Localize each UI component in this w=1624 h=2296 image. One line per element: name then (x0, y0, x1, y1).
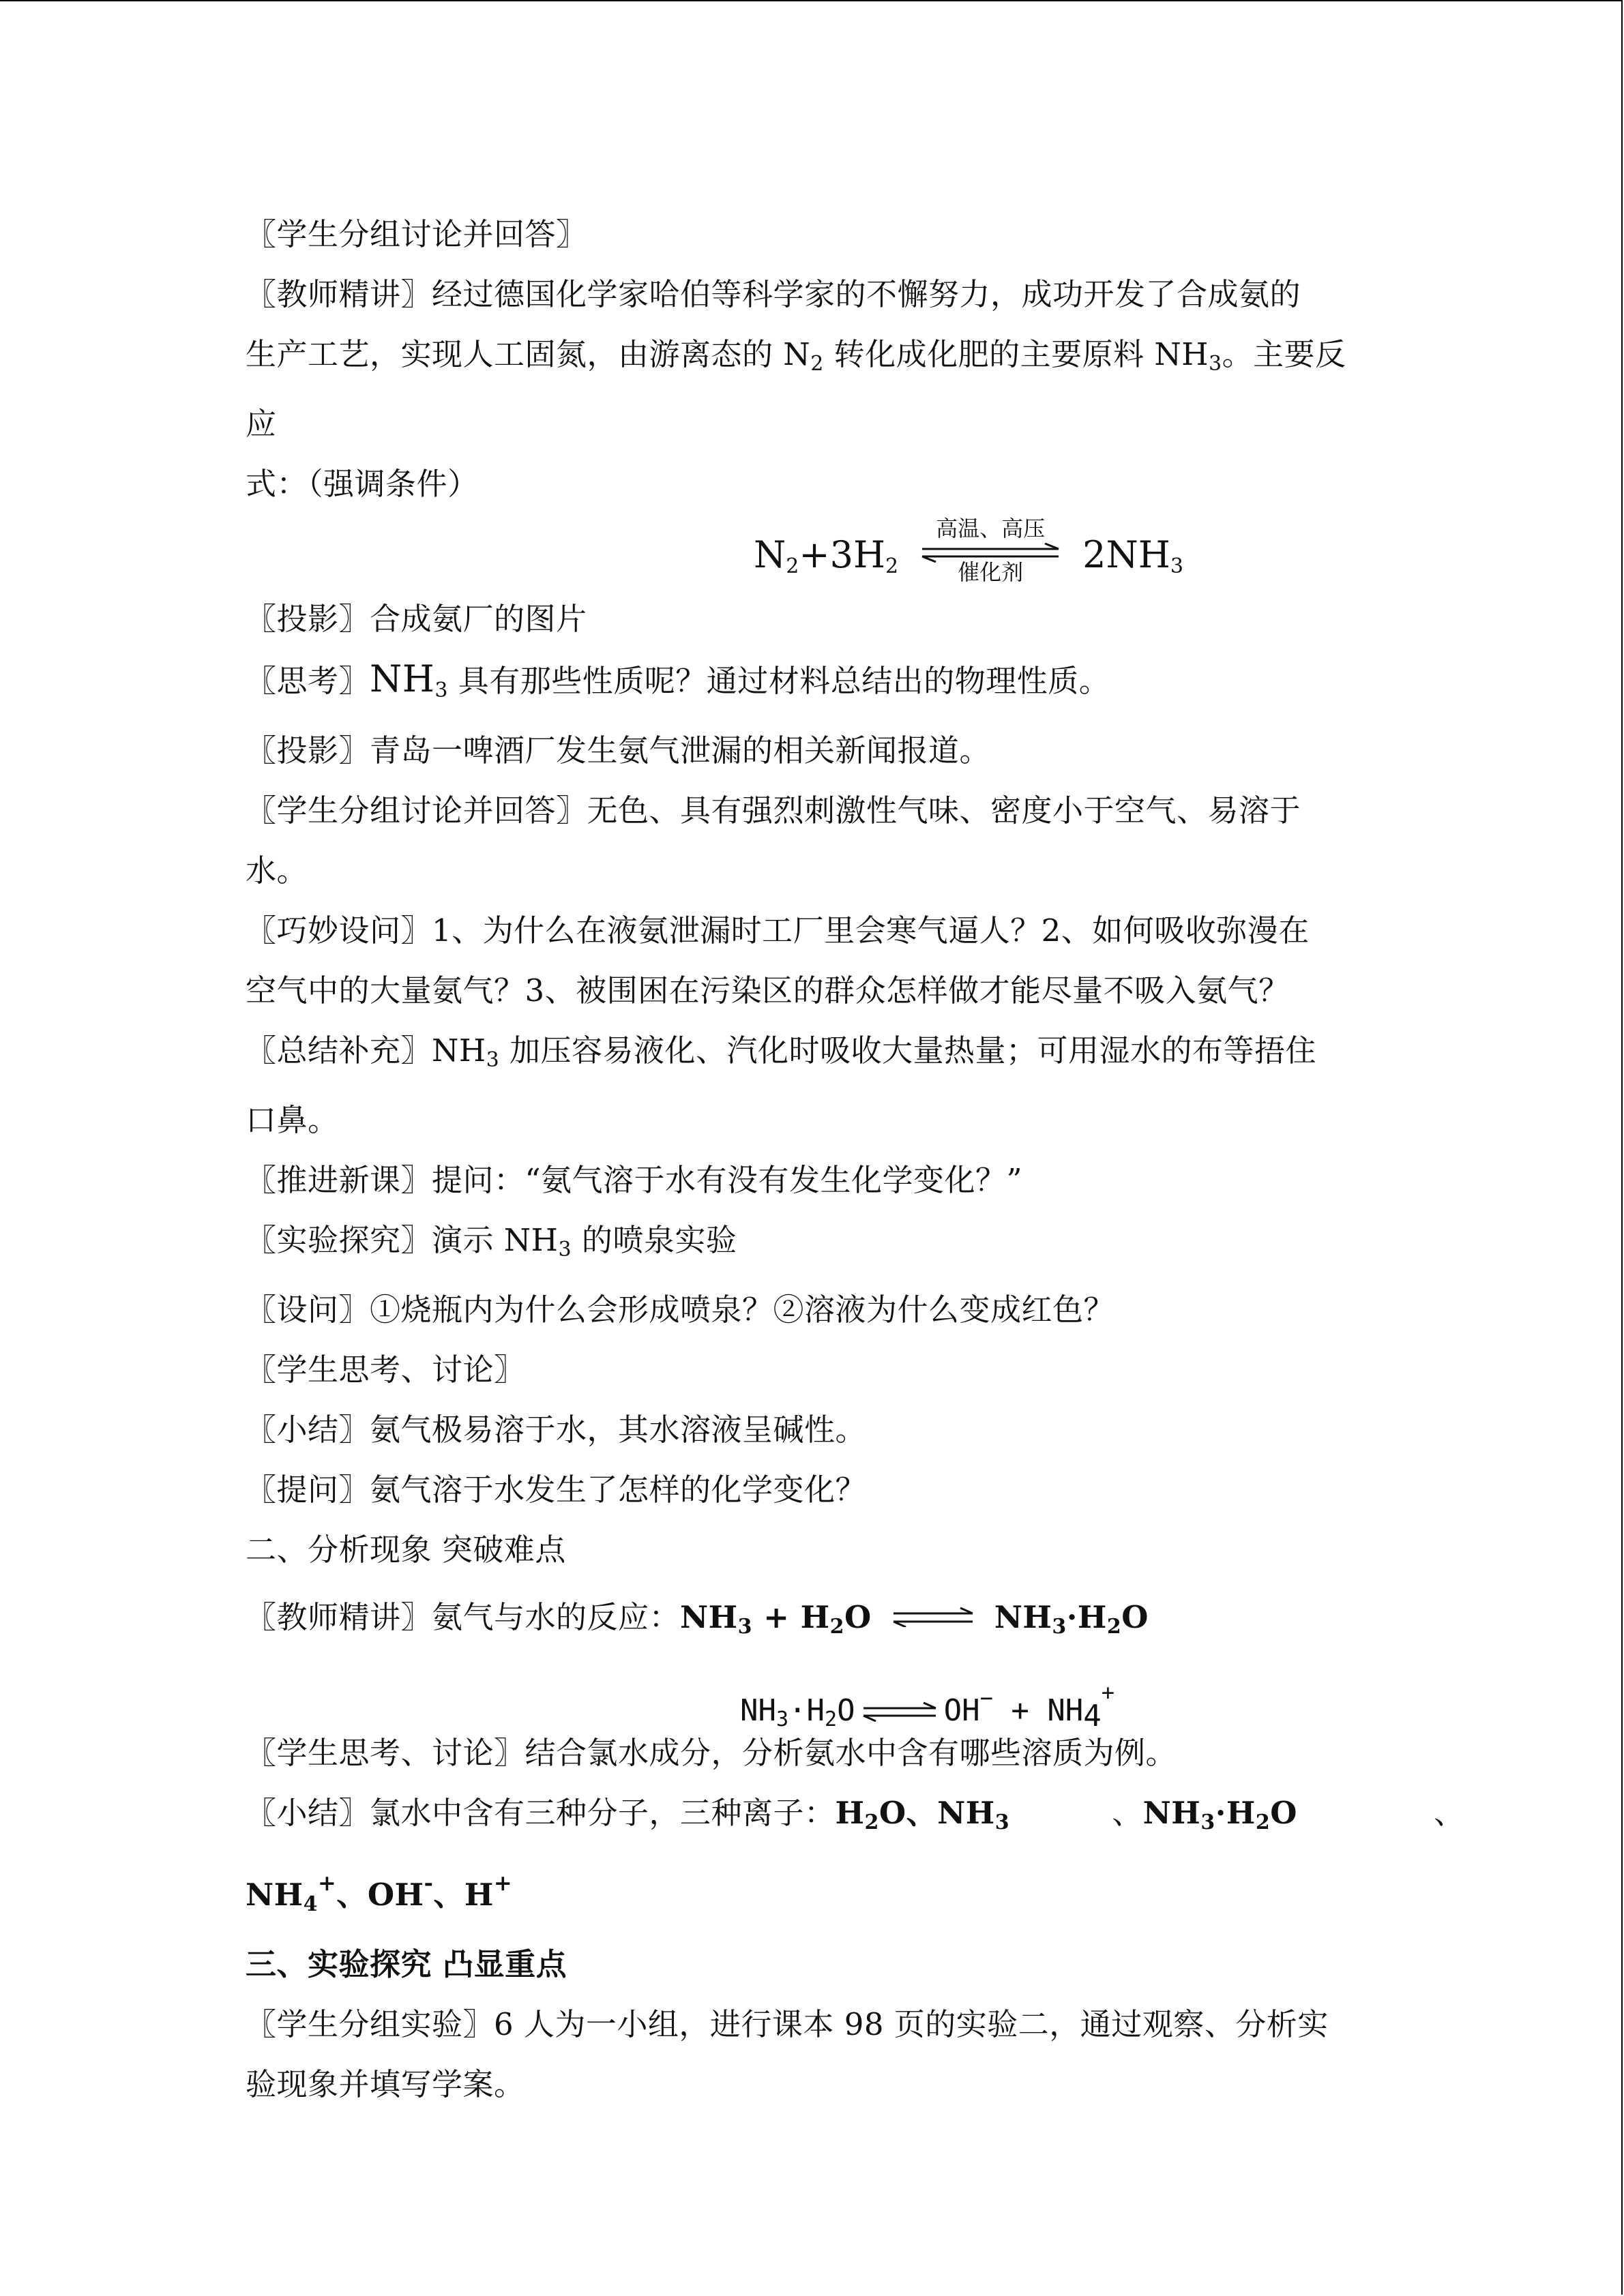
paragraph-27 (246, 1995, 1378, 2055)
text: 转化成化肥的主要原料 NH (823, 336, 1209, 372)
text: 〖提问〗氨气溶于水发生了怎样的化学变化？ (246, 1472, 867, 1508)
paragraph-19 (246, 1400, 1378, 1460)
text: 〖学生思考、讨论〗结合氯水成分，分析氨水中含有哪些溶质为例。 (246, 1735, 1177, 1771)
eq-text: ·H (788, 1693, 825, 1728)
superscript: + (493, 1870, 513, 1896)
equation-haber (246, 514, 1378, 589)
paragraph-12 (246, 961, 1378, 1021)
document-body (246, 205, 1465, 2115)
subscript: 2 (786, 554, 799, 578)
formula-list (835, 1795, 1010, 1834)
paragraph-14 (246, 1090, 1378, 1150)
text: 〖学生思考、讨论〗 (246, 1352, 525, 1388)
equilibrium-arrow-icon (892, 1607, 974, 1627)
subscript: 2 (864, 1810, 879, 1834)
subscript: 3 (1052, 1615, 1067, 1639)
text: 三、实验探究 凸显重点 (246, 1946, 567, 1982)
text: 、 (1433, 1795, 1465, 1831)
eq-text: 、OH (336, 1877, 424, 1913)
superscript: - (424, 1870, 434, 1896)
paragraph-28 (246, 2055, 1378, 2115)
eq-text: O (837, 1693, 855, 1728)
subscript: 2 (1255, 1810, 1271, 1834)
text: 、 (1112, 1795, 1143, 1831)
text: 〖思考〗 (246, 663, 370, 699)
text: 〖推进新课〗提问：“氨气溶于水有没有发生化学变化？” (246, 1162, 1023, 1198)
text: 〖小结〗氯水中含有三种分子，三种离子： (246, 1795, 836, 1831)
section-heading-2 (246, 1520, 1378, 1580)
eq-text: NH (1142, 1795, 1201, 1831)
text: 〖小结〗氨气极易溶于水，其水溶液呈碱性。 (246, 1412, 867, 1448)
equation-ionization-body (740, 1672, 1114, 1740)
paragraph-8 (246, 721, 1378, 781)
text: 验现象并填写学案。 (246, 2066, 525, 2102)
eq-text: NH (246, 1877, 304, 1913)
eq-text: ·H (1215, 1795, 1256, 1831)
eq-text: + NH (992, 1693, 1084, 1728)
subscript: 3 (486, 1048, 500, 1072)
text: 式：（强调条件） (246, 466, 479, 502)
subscript: 3 (434, 679, 448, 702)
paragraph-15 (246, 1150, 1378, 1210)
paragraph-5 (246, 454, 1378, 514)
text: 〖投影〗合成氨厂的图片 (246, 601, 587, 637)
subscript: 3 (1170, 554, 1183, 578)
text: 具有那些性质呢？通过材料总结出的物理性质。 (447, 663, 1110, 699)
subscript: 3 (737, 1615, 753, 1639)
eq-text: O (1270, 1795, 1297, 1831)
eq-text: NH (680, 1599, 738, 1635)
subscript: 3 (1200, 1810, 1215, 1834)
text: 加压容易液化、汽化时吸收大量热量；可用湿水的布等捂住 (499, 1032, 1317, 1069)
condition-top: 高温、高压 (936, 516, 1046, 541)
eq-text: H (835, 1795, 865, 1831)
subscript: 2 (825, 1708, 838, 1731)
equation-haber-body (754, 516, 1183, 587)
text: 〖实验探究〗演示 NH (246, 1222, 559, 1258)
eq-text: O、NH (879, 1795, 995, 1831)
text: 〖学生分组实验〗6 人为一小组，进行课本 98 页的实验二，通过观察、分析实 (246, 2006, 1329, 2042)
equation-ammonia-water (680, 1599, 872, 1639)
reversible-arrow (862, 1699, 937, 1726)
text: 水。 (246, 852, 308, 889)
paragraph-20 (246, 1460, 1378, 1520)
subscript: 2 (885, 554, 899, 578)
reversible-arrow (892, 1607, 974, 1634)
paragraph-13 (246, 1021, 1378, 1090)
paragraph-3 (246, 325, 1378, 394)
paragraph-2 (246, 265, 1378, 325)
text: 。主要反 (1222, 336, 1346, 372)
paragraph-24 (246, 1783, 1465, 1853)
paragraph-10 (246, 841, 1378, 901)
reversible-arrow (919, 516, 1062, 585)
subscript: 3 (776, 1708, 789, 1731)
condition-bottom: 催化剂 (958, 559, 1024, 585)
text: 〖投影〗青岛一啤酒厂发生氨气泄漏的相关新闻报道。 (246, 732, 991, 769)
text: 生产工艺，实现人工固氮，由游离态的 N (246, 336, 811, 372)
text: 的喷泉实验 (572, 1222, 737, 1258)
eq-text: O (1121, 1599, 1149, 1635)
paragraph-7 (246, 649, 1378, 721)
equilibrium-arrow-icon (862, 1701, 937, 1722)
text: 〖巧妙设问〗1、为什么在液氨泄漏时工厂里会寒气逼人？2、如何吸收弥漫在 (246, 912, 1310, 949)
paragraph-16 (246, 1210, 1378, 1280)
text: 〖总结补充〗NH (246, 1032, 486, 1069)
paragraph-18 (246, 1340, 1378, 1400)
eq-text: 2NH (1082, 533, 1170, 576)
eq-text: 、H (433, 1877, 494, 1913)
text: 应 (246, 406, 277, 442)
section-heading-3 (246, 1935, 1378, 1995)
formula: NH (370, 657, 435, 700)
superscript: + (1101, 1680, 1115, 1705)
subscript: 3 (558, 1238, 572, 1262)
eq-text: NH (994, 1599, 1052, 1635)
text: 〖学生分组讨论并回答〗 (246, 216, 587, 252)
superscript: + (318, 1870, 337, 1896)
text: 〖学生分组讨论并回答〗无色、具有强烈刺激性气味、密度小于空气、易溶于 (246, 792, 1301, 829)
paragraph-25 (246, 1853, 1378, 1935)
subscript: 3 (994, 1810, 1010, 1834)
eq-text: N (754, 533, 786, 576)
paragraph-17 (246, 1280, 1378, 1340)
paragraph-22 (246, 1580, 1378, 1655)
eq-text: +3H (799, 533, 886, 576)
formula-ammonia-hydrate (1142, 1795, 1297, 1834)
text: 〖教师精讲〗经过德国化学家哈伯等科学家的不懈努力，成功开发了合成氨的 (246, 276, 1301, 312)
equation-ammonia-water-product (994, 1599, 1149, 1639)
subscript: 2 (829, 1615, 844, 1639)
eq-text: ·H (1066, 1599, 1107, 1635)
text: 空气中的大量氨气？3、被围困在污染区的群众怎样做才能尽量不吸入氨气？ (246, 972, 1290, 1009)
eq-text: + H (752, 1599, 830, 1635)
superscript: − (979, 1685, 993, 1711)
eq-text: OH (943, 1693, 980, 1728)
text: 〖设问〗①烧瓶内为什么会形成喷泉？②溶液为什么变成红色？ (246, 1292, 1115, 1328)
text: 〖教师精讲〗氨气与水的反应： (246, 1599, 681, 1635)
text: 二、分析现象 突破难点 (246, 1532, 566, 1568)
paragraph-11 (246, 901, 1378, 961)
eq-text: NH (740, 1693, 776, 1728)
subscript: 4 (1083, 1699, 1102, 1733)
subscript: 3 (1209, 352, 1222, 376)
paragraph-1 (246, 205, 1378, 265)
subscript: 2 (810, 352, 824, 376)
subscript: 2 (1106, 1615, 1122, 1639)
paragraph-6 (246, 589, 1378, 649)
paragraph-9 (246, 781, 1378, 841)
paragraph-4 (246, 394, 1378, 454)
text: 口鼻。 (246, 1102, 339, 1138)
equation-ionization (246, 1655, 1378, 1733)
subscript: 4 (303, 1892, 319, 1916)
eq-text: O (844, 1599, 872, 1635)
